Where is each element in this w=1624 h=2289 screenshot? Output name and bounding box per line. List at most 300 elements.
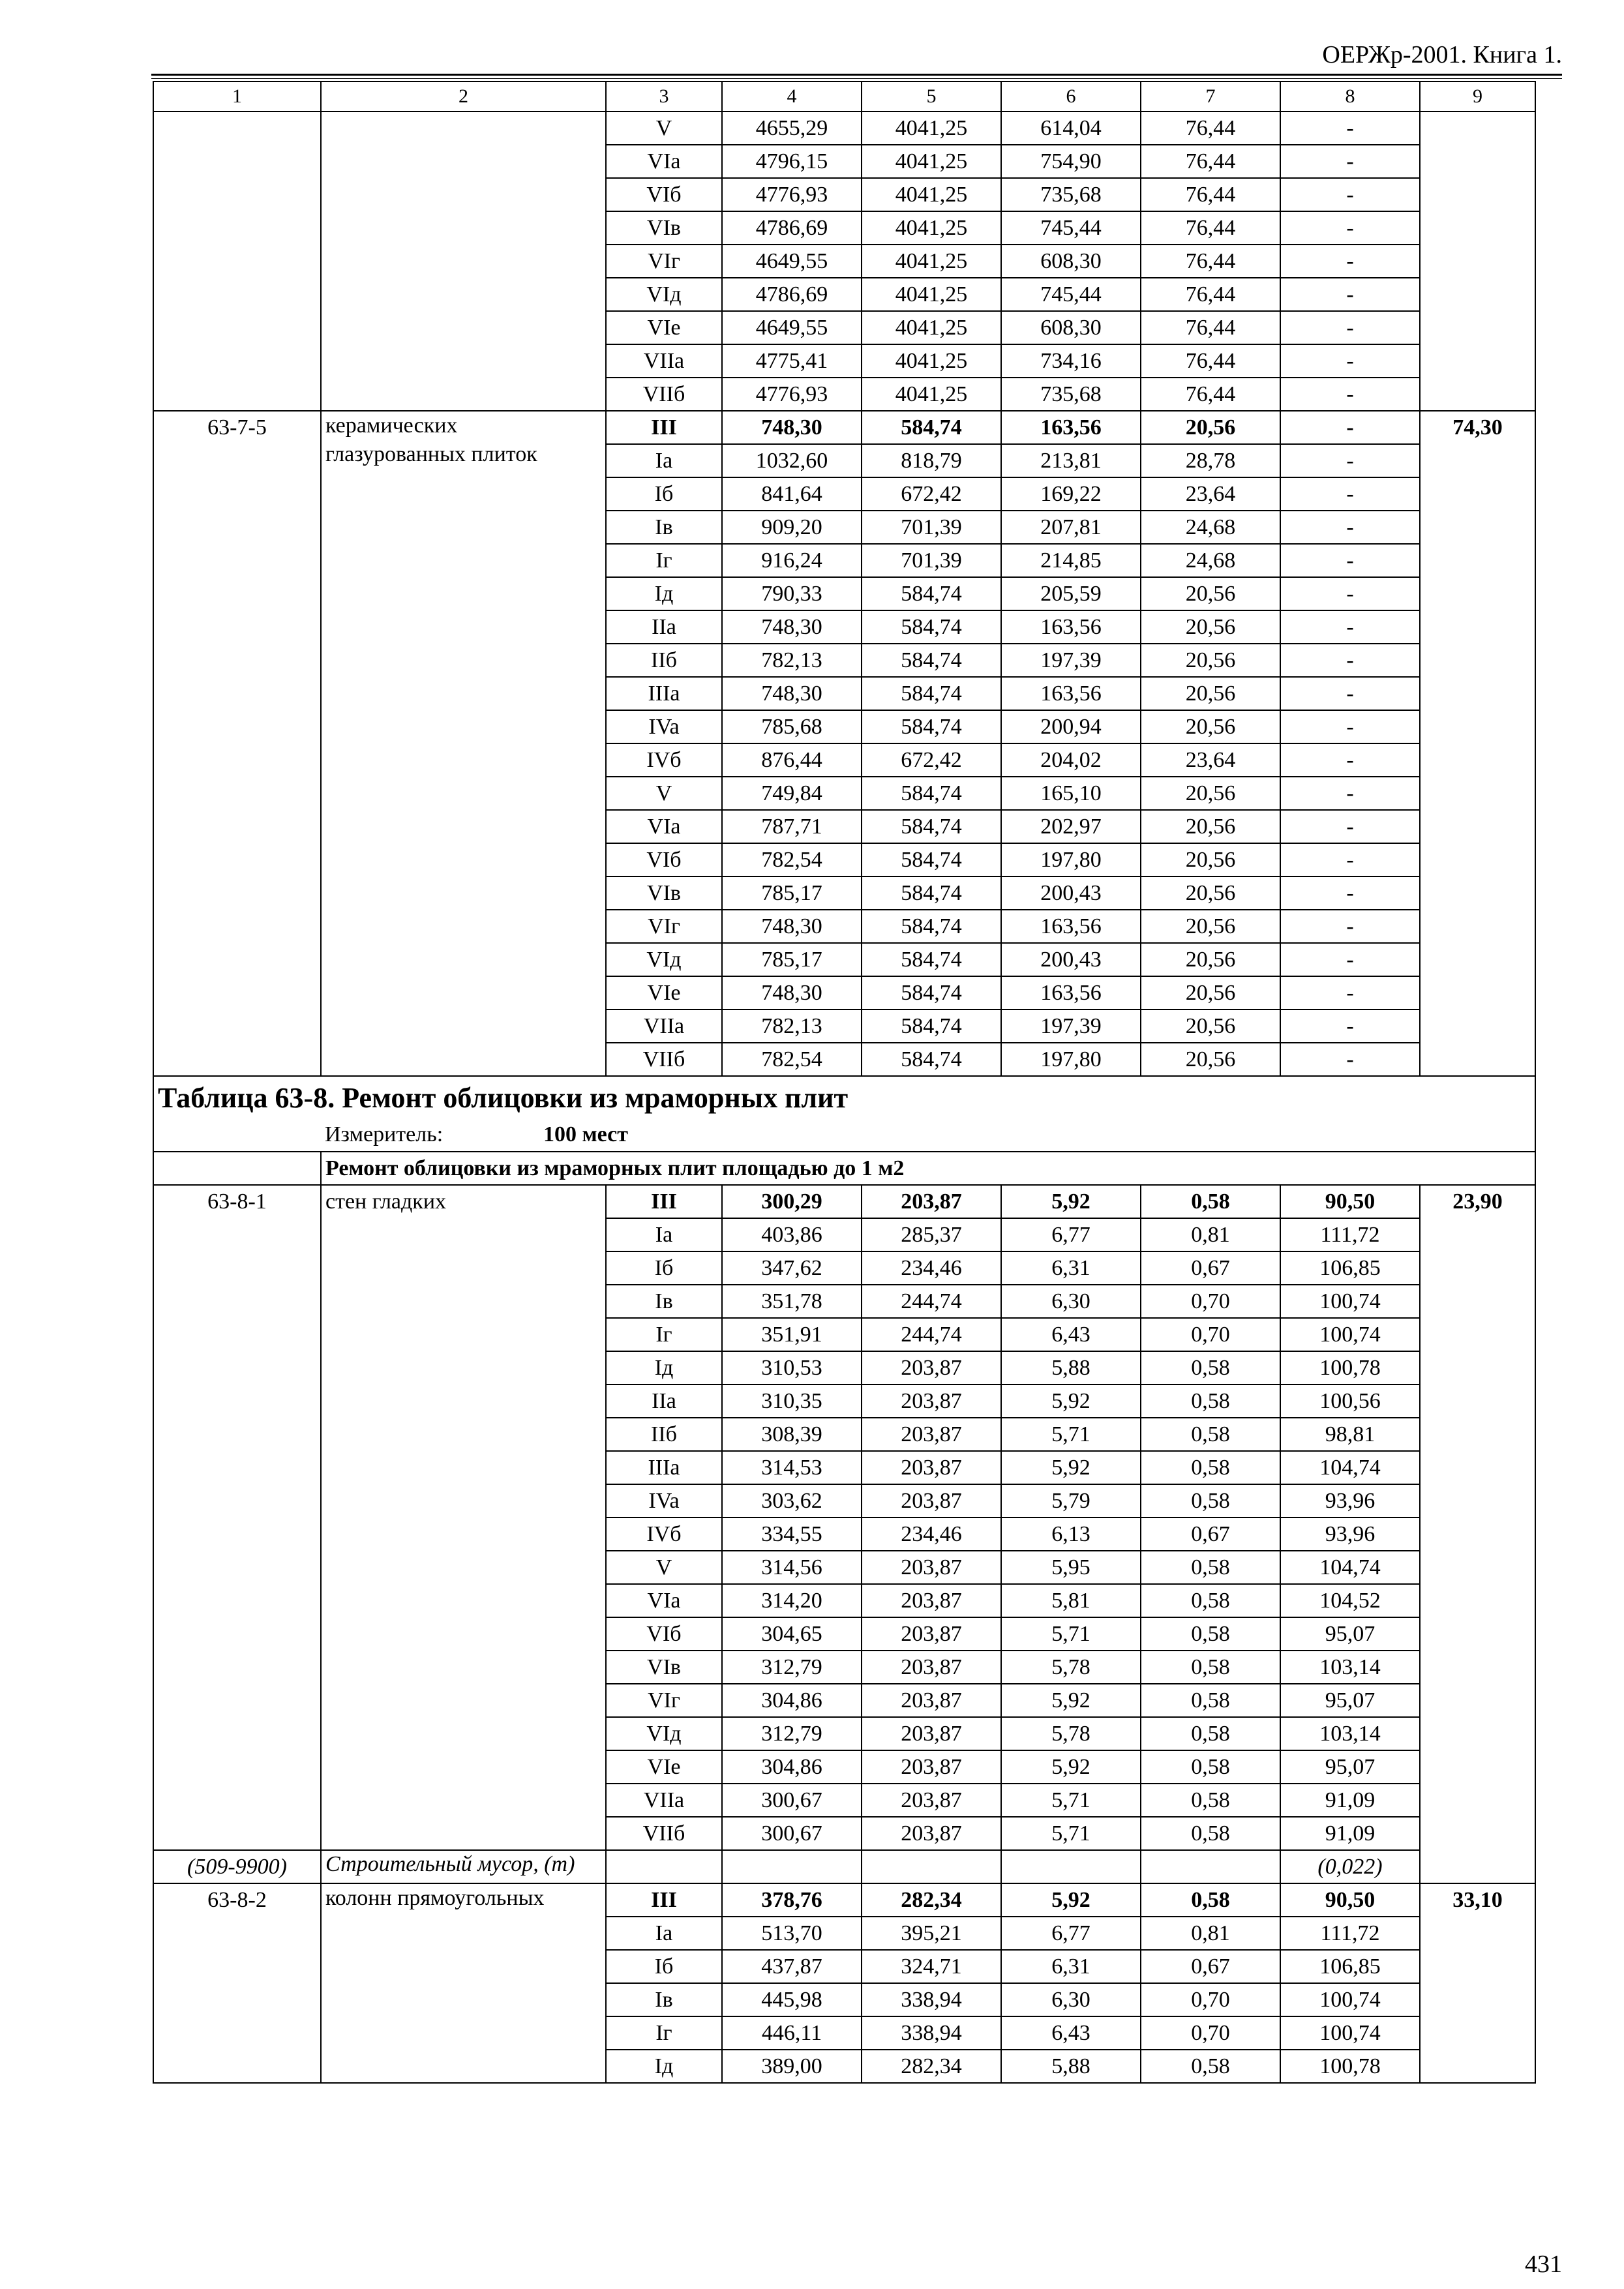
region-cell: VIг: [606, 245, 722, 278]
total-cost-cell: 782,54: [722, 1043, 862, 1076]
total-cost-cell: 748,30: [722, 677, 862, 710]
machine-cost-cell: 735,68: [1001, 378, 1141, 411]
machine-cost-cell: 169,22: [1001, 477, 1141, 511]
total-cost-cell: 513,70: [722, 1917, 862, 1950]
total-cost-cell: 437,87: [722, 1950, 862, 1983]
region-cell: Iг: [606, 544, 722, 577]
total-cost-cell: 334,55: [722, 1518, 862, 1551]
machine-cost-cell: 6,30: [1001, 1983, 1141, 2016]
total-cost-cell: 314,20: [722, 1584, 862, 1617]
labor-cost-cell: 395,21: [862, 1917, 1001, 1950]
machine-cost-cell: 5,88: [1001, 2050, 1141, 2083]
region-cell: IIa: [606, 610, 722, 644]
item-code: 63-8-1: [153, 1185, 321, 1850]
labor-cost-cell: 203,87: [862, 1717, 1001, 1750]
material-cost-cell: 111,72: [1280, 1917, 1420, 1950]
empty-cell: [862, 1850, 1001, 1883]
column-number: 2: [321, 82, 606, 112]
region-cell: Iв: [606, 1983, 722, 2016]
driver-wage-cell: 0,58: [1141, 1418, 1280, 1451]
item-name: стен гладких: [321, 1185, 606, 1850]
column-number: 5: [862, 82, 1001, 112]
machine-cost-cell: 5,79: [1001, 1484, 1141, 1518]
driver-wage-cell: 20,56: [1141, 1043, 1280, 1076]
driver-wage-cell: 20,56: [1141, 677, 1280, 710]
total-cost-cell: 4786,69: [722, 211, 862, 245]
labor-cost-cell: 584,74: [862, 411, 1001, 444]
material-cost-cell: -: [1280, 777, 1420, 810]
table-subtitle: Ремонт облицовки из мраморных плит площадью до 1 м2: [321, 1152, 1535, 1185]
machine-cost-cell: 5,92: [1001, 1883, 1141, 1917]
column-number: 3: [606, 82, 722, 112]
total-cost-cell: 304,86: [722, 1750, 862, 1784]
region-cell: Ia: [606, 1917, 722, 1950]
machine-cost-cell: 6,31: [1001, 1950, 1141, 1983]
machine-cost-cell: 6,43: [1001, 2016, 1141, 2050]
region-cell: VIд: [606, 1717, 722, 1750]
driver-wage-cell: 76,44: [1141, 211, 1280, 245]
total-cost-cell: 4776,93: [722, 378, 862, 411]
material-cost-cell: -: [1280, 544, 1420, 577]
total-cost-cell: 300,29: [722, 1185, 862, 1218]
column-number: 6: [1001, 82, 1141, 112]
header-rule: [151, 74, 1562, 76]
labor-cost-cell: 584,74: [862, 710, 1001, 743]
total-cost-cell: 841,64: [722, 477, 862, 511]
driver-wage-cell: 23,64: [1141, 743, 1280, 777]
driver-wage-cell: 0,58: [1141, 1784, 1280, 1817]
material-cost-cell: 104,52: [1280, 1584, 1420, 1617]
labor-cost-cell: 234,46: [862, 1518, 1001, 1551]
labor-cost-cell: 4041,25: [862, 378, 1001, 411]
driver-wage-cell: 0,70: [1141, 1285, 1280, 1318]
machine-cost-cell: 163,56: [1001, 610, 1141, 644]
material-cost-cell: -: [1280, 344, 1420, 378]
region-cell: VIIб: [606, 1817, 722, 1850]
region-cell: V: [606, 112, 722, 145]
col9-cell: [1420, 112, 1535, 411]
driver-wage-cell: 0,70: [1141, 1983, 1280, 2016]
driver-wage-cell: 0,58: [1141, 1651, 1280, 1684]
empty-cell: [1141, 1850, 1280, 1883]
region-cell: VIд: [606, 278, 722, 311]
material-cost-cell: -: [1280, 710, 1420, 743]
labor-cost-cell: 282,34: [862, 1883, 1001, 1917]
total-cost-cell: 445,98: [722, 1983, 862, 2016]
region-cell: VIa: [606, 810, 722, 843]
machine-cost-cell: 197,80: [1001, 843, 1141, 876]
total-cost-cell: 916,24: [722, 544, 862, 577]
total-cost-cell: 4776,93: [722, 178, 862, 211]
labor-cost-cell: 338,94: [862, 1983, 1001, 2016]
labor-cost-cell: 584,74: [862, 1043, 1001, 1076]
table-title: Таблица 63-8. Ремонт облицовки из мраморных плит: [158, 1082, 849, 1114]
table-title-cell: [153, 1076, 1535, 1152]
material-cost-cell: -: [1280, 1010, 1420, 1043]
material-cost-cell: -: [1280, 610, 1420, 644]
item-code: 63-7-5: [153, 411, 321, 1076]
material-cost-cell: -: [1280, 112, 1420, 145]
machine-cost-cell: 163,56: [1001, 976, 1141, 1010]
column-number: 1: [153, 82, 321, 112]
material-cost-cell: 91,09: [1280, 1817, 1420, 1850]
region-cell: Ia: [606, 444, 722, 477]
region-cell: VIв: [606, 211, 722, 245]
driver-wage-cell: 0,58: [1141, 1384, 1280, 1418]
total-cost-cell: 790,33: [722, 577, 862, 610]
machine-cost-cell: 608,30: [1001, 245, 1141, 278]
column-number: 7: [1141, 82, 1280, 112]
total-cost-cell: 314,56: [722, 1551, 862, 1584]
page-number: 431: [1525, 2251, 1562, 2278]
driver-wage-cell: 0,67: [1141, 1251, 1280, 1285]
waste-value: (0,022): [1280, 1850, 1420, 1883]
material-cost-cell: -: [1280, 943, 1420, 976]
code-cell: [153, 112, 321, 411]
labor-cost-cell: 584,74: [862, 577, 1001, 610]
machine-cost-cell: 754,90: [1001, 145, 1141, 178]
machine-cost-cell: 5,92: [1001, 1750, 1141, 1784]
total-cost-cell: 782,13: [722, 644, 862, 677]
labor-cost-cell: 4041,25: [862, 278, 1001, 311]
col9-cell: 74,30: [1420, 411, 1535, 1076]
region-cell: VIa: [606, 1584, 722, 1617]
driver-wage-cell: 24,68: [1141, 511, 1280, 544]
driver-wage-cell: 76,44: [1141, 378, 1280, 411]
header-rule-thin: [151, 78, 1562, 79]
region-cell: Iб: [606, 1251, 722, 1285]
driver-wage-cell: 0,67: [1141, 1518, 1280, 1551]
region-cell: IVб: [606, 743, 722, 777]
total-cost-cell: 785,17: [722, 876, 862, 910]
region-cell: Iд: [606, 577, 722, 610]
labor-cost-cell: 203,87: [862, 1684, 1001, 1717]
machine-cost-cell: 163,56: [1001, 677, 1141, 710]
machine-cost-cell: 200,43: [1001, 876, 1141, 910]
labor-cost-cell: 4041,25: [862, 211, 1001, 245]
region-cell: Iб: [606, 1950, 722, 1983]
driver-wage-cell: 20,56: [1141, 577, 1280, 610]
material-cost-cell: -: [1280, 178, 1420, 211]
labor-cost-cell: 584,74: [862, 910, 1001, 943]
driver-wage-cell: 0,67: [1141, 1950, 1280, 1983]
machine-cost-cell: 6,30: [1001, 1285, 1141, 1318]
total-cost-cell: 748,30: [722, 411, 862, 444]
total-cost-cell: 782,13: [722, 1010, 862, 1043]
col9-cell: 23,90: [1420, 1185, 1535, 1883]
machine-cost-cell: 5,71: [1001, 1784, 1141, 1817]
labor-cost-cell: 282,34: [862, 2050, 1001, 2083]
material-cost-cell: 106,85: [1280, 1950, 1420, 1983]
material-cost-cell: 93,96: [1280, 1518, 1420, 1551]
driver-wage-cell: 0,58: [1141, 1750, 1280, 1784]
machine-cost-cell: 735,68: [1001, 178, 1141, 211]
total-cost-cell: 351,91: [722, 1318, 862, 1351]
labor-cost-cell: 203,87: [862, 1484, 1001, 1518]
column-number: 4: [722, 82, 862, 112]
driver-wage-cell: 20,56: [1141, 976, 1280, 1010]
labor-cost-cell: 4041,25: [862, 245, 1001, 278]
material-cost-cell: 100,78: [1280, 1351, 1420, 1384]
machine-cost-cell: 205,59: [1001, 577, 1141, 610]
driver-wage-cell: 20,56: [1141, 1010, 1280, 1043]
labor-cost-cell: 203,87: [862, 1185, 1001, 1218]
total-cost-cell: 310,35: [722, 1384, 862, 1418]
labor-cost-cell: 203,87: [862, 1584, 1001, 1617]
machine-cost-cell: 6,31: [1001, 1251, 1141, 1285]
labor-cost-cell: 234,46: [862, 1251, 1001, 1285]
unit-value: 100 мест: [543, 1122, 628, 1146]
labor-cost-cell: 4041,25: [862, 344, 1001, 378]
region-cell: Iв: [606, 1285, 722, 1318]
material-cost-cell: 95,07: [1280, 1684, 1420, 1717]
region-cell: VIIa: [606, 1784, 722, 1817]
total-cost-cell: 749,84: [722, 777, 862, 810]
machine-cost-cell: 163,56: [1001, 411, 1141, 444]
machine-cost-cell: 204,02: [1001, 743, 1141, 777]
labor-cost-cell: 285,37: [862, 1218, 1001, 1251]
labor-cost-cell: 584,74: [862, 943, 1001, 976]
material-cost-cell: 100,74: [1280, 1983, 1420, 2016]
material-cost-cell: 100,78: [1280, 2050, 1420, 2083]
material-cost-cell: -: [1280, 278, 1420, 311]
region-cell: IIIa: [606, 677, 722, 710]
driver-wage-cell: 0,58: [1141, 1351, 1280, 1384]
machine-cost-cell: 5,78: [1001, 1651, 1141, 1684]
machine-cost-cell: 5,71: [1001, 1617, 1141, 1651]
machine-cost-cell: 5,92: [1001, 1684, 1141, 1717]
driver-wage-cell: 76,44: [1141, 245, 1280, 278]
unit-label: Измеритель:: [325, 1122, 444, 1146]
labor-cost-cell: 584,74: [862, 777, 1001, 810]
region-cell: IVa: [606, 1484, 722, 1518]
labor-cost-cell: 584,74: [862, 810, 1001, 843]
driver-wage-cell: 0,81: [1141, 1218, 1280, 1251]
total-cost-cell: 4796,15: [722, 145, 862, 178]
region-cell: VIг: [606, 910, 722, 943]
region-cell: VIe: [606, 976, 722, 1010]
material-cost-cell: -: [1280, 743, 1420, 777]
region-cell: III: [606, 411, 722, 444]
labor-cost-cell: 584,74: [862, 976, 1001, 1010]
machine-cost-cell: 5,71: [1001, 1817, 1141, 1850]
region-cell: IVб: [606, 1518, 722, 1551]
machine-cost-cell: 745,44: [1001, 278, 1141, 311]
driver-wage-cell: 20,56: [1141, 910, 1280, 943]
region-cell: VIд: [606, 943, 722, 976]
spacer-cell: [153, 1152, 321, 1185]
material-cost-cell: 100,74: [1280, 1318, 1420, 1351]
material-cost-cell: -: [1280, 444, 1420, 477]
total-cost-cell: 312,79: [722, 1717, 862, 1750]
machine-cost-cell: 5,92: [1001, 1384, 1141, 1418]
machine-cost-cell: 5,81: [1001, 1584, 1141, 1617]
machine-cost-cell: 608,30: [1001, 311, 1141, 344]
driver-wage-cell: 20,56: [1141, 610, 1280, 644]
item-name: колонн прямоугольных: [321, 1883, 606, 2083]
unit-line: [158, 1118, 1531, 1151]
driver-wage-cell: 76,44: [1141, 278, 1280, 311]
labor-cost-cell: 584,74: [862, 610, 1001, 644]
driver-wage-cell: 0,58: [1141, 1584, 1280, 1617]
total-cost-cell: 785,17: [722, 943, 862, 976]
total-cost-cell: 300,67: [722, 1784, 862, 1817]
region-cell: V: [606, 777, 722, 810]
total-cost-cell: 347,62: [722, 1251, 862, 1285]
waste-name: Строительный мусор, (т): [321, 1850, 606, 1883]
labor-cost-cell: 584,74: [862, 843, 1001, 876]
material-cost-cell: 111,72: [1280, 1218, 1420, 1251]
material-cost-cell: 103,14: [1280, 1717, 1420, 1750]
material-cost-cell: -: [1280, 577, 1420, 610]
region-cell: Iг: [606, 1318, 722, 1351]
material-cost-cell: -: [1280, 876, 1420, 910]
driver-wage-cell: 76,44: [1141, 145, 1280, 178]
region-cell: Iг: [606, 2016, 722, 2050]
machine-cost-cell: 5,78: [1001, 1717, 1141, 1750]
driver-wage-cell: 0,58: [1141, 1451, 1280, 1484]
item-code: 63-8-2: [153, 1883, 321, 2083]
material-cost-cell: -: [1280, 910, 1420, 943]
empty-cell: [1001, 1850, 1141, 1883]
material-cost-cell: 106,85: [1280, 1251, 1420, 1285]
region-cell: III: [606, 1883, 722, 1917]
labor-cost-cell: 584,74: [862, 876, 1001, 910]
table-row: [153, 112, 1535, 145]
name-cell: [321, 112, 606, 411]
region-cell: VIIб: [606, 1043, 722, 1076]
driver-wage-cell: 0,81: [1141, 1917, 1280, 1950]
labor-cost-cell: 203,87: [862, 1617, 1001, 1651]
material-cost-cell: -: [1280, 211, 1420, 245]
total-cost-cell: 351,78: [722, 1285, 862, 1318]
column-header-row: [153, 82, 1535, 112]
total-cost-cell: 909,20: [722, 511, 862, 544]
table-row: [153, 1883, 1535, 1917]
labor-cost-cell: 324,71: [862, 1950, 1001, 1983]
region-cell: VIIб: [606, 378, 722, 411]
labor-cost-cell: 203,87: [862, 1351, 1001, 1384]
machine-cost-cell: 207,81: [1001, 511, 1141, 544]
material-cost-cell: 100,74: [1280, 1285, 1420, 1318]
driver-wage-cell: 20,56: [1141, 843, 1280, 876]
labor-cost-cell: 701,39: [862, 544, 1001, 577]
labor-cost-cell: 4041,25: [862, 145, 1001, 178]
total-cost-cell: 304,86: [722, 1684, 862, 1717]
machine-cost-cell: 614,04: [1001, 112, 1141, 145]
labor-cost-cell: 203,87: [862, 1551, 1001, 1584]
waste-row: [153, 1850, 1535, 1883]
material-cost-cell: 91,09: [1280, 1784, 1420, 1817]
material-cost-cell: 90,50: [1280, 1883, 1420, 1917]
driver-wage-cell: 0,58: [1141, 1185, 1280, 1218]
total-cost-cell: 300,67: [722, 1817, 862, 1850]
total-cost-cell: 785,68: [722, 710, 862, 743]
material-cost-cell: -: [1280, 843, 1420, 876]
labor-cost-cell: 818,79: [862, 444, 1001, 477]
region-cell: VIe: [606, 1750, 722, 1784]
empty-cell: [606, 1850, 722, 1883]
driver-wage-cell: 76,44: [1141, 112, 1280, 145]
machine-cost-cell: 5,88: [1001, 1351, 1141, 1384]
labor-cost-cell: 584,74: [862, 677, 1001, 710]
table-row: [153, 1185, 1535, 1218]
total-cost-cell: 4649,55: [722, 245, 862, 278]
labor-cost-cell: 672,42: [862, 477, 1001, 511]
region-cell: IIIa: [606, 1451, 722, 1484]
labor-cost-cell: 338,94: [862, 2016, 1001, 2050]
material-cost-cell: 100,56: [1280, 1384, 1420, 1418]
region-cell: III: [606, 1185, 722, 1218]
driver-wage-cell: 0,58: [1141, 2050, 1280, 2083]
region-cell: VIIa: [606, 344, 722, 378]
total-cost-cell: 876,44: [722, 743, 862, 777]
column-number: 8: [1280, 82, 1420, 112]
table-title-row: [153, 1076, 1535, 1152]
material-cost-cell: -: [1280, 311, 1420, 344]
material-cost-cell: 104,74: [1280, 1551, 1420, 1584]
total-cost-cell: 748,30: [722, 910, 862, 943]
total-cost-cell: 787,71: [722, 810, 862, 843]
table-row: [153, 411, 1535, 444]
labor-cost-cell: 584,74: [862, 644, 1001, 677]
labor-cost-cell: 203,87: [862, 1651, 1001, 1684]
region-cell: VIIa: [606, 1010, 722, 1043]
labor-cost-cell: 672,42: [862, 743, 1001, 777]
material-cost-cell: 98,81: [1280, 1418, 1420, 1451]
machine-cost-cell: 213,81: [1001, 444, 1141, 477]
material-cost-cell: 100,74: [1280, 2016, 1420, 2050]
region-cell: IIб: [606, 644, 722, 677]
machine-cost-cell: 200,94: [1001, 710, 1141, 743]
total-cost-cell: 308,39: [722, 1418, 862, 1451]
region-cell: IVa: [606, 710, 722, 743]
machine-cost-cell: 734,16: [1001, 344, 1141, 378]
region-cell: VIг: [606, 1684, 722, 1717]
region-cell: VIв: [606, 876, 722, 910]
region-cell: VIб: [606, 1617, 722, 1651]
table-subtitle-row: [153, 1152, 1535, 1185]
total-cost-cell: 4649,55: [722, 311, 862, 344]
material-cost-cell: 95,07: [1280, 1617, 1420, 1651]
labor-cost-cell: 4041,25: [862, 311, 1001, 344]
total-cost-cell: 4786,69: [722, 278, 862, 311]
driver-wage-cell: 76,44: [1141, 311, 1280, 344]
material-cost-cell: -: [1280, 810, 1420, 843]
driver-wage-cell: 0,58: [1141, 1883, 1280, 1917]
region-cell: Ia: [606, 1218, 722, 1251]
rates-table: [153, 81, 1536, 2084]
driver-wage-cell: 23,64: [1141, 477, 1280, 511]
total-cost-cell: 314,53: [722, 1451, 862, 1484]
total-cost-cell: 304,65: [722, 1617, 862, 1651]
material-cost-cell: 95,07: [1280, 1750, 1420, 1784]
material-cost-cell: 103,14: [1280, 1651, 1420, 1684]
material-cost-cell: 93,96: [1280, 1484, 1420, 1518]
material-cost-cell: -: [1280, 245, 1420, 278]
driver-wage-cell: 0,58: [1141, 1684, 1280, 1717]
driver-wage-cell: 0,58: [1141, 1484, 1280, 1518]
machine-cost-cell: 202,97: [1001, 810, 1141, 843]
total-cost-cell: 403,86: [722, 1218, 862, 1251]
region-cell: VIв: [606, 1651, 722, 1684]
driver-wage-cell: 0,70: [1141, 2016, 1280, 2050]
labor-cost-cell: 203,87: [862, 1784, 1001, 1817]
driver-wage-cell: 20,56: [1141, 810, 1280, 843]
driver-wage-cell: 76,44: [1141, 178, 1280, 211]
driver-wage-cell: 28,78: [1141, 444, 1280, 477]
driver-wage-cell: 20,56: [1141, 644, 1280, 677]
